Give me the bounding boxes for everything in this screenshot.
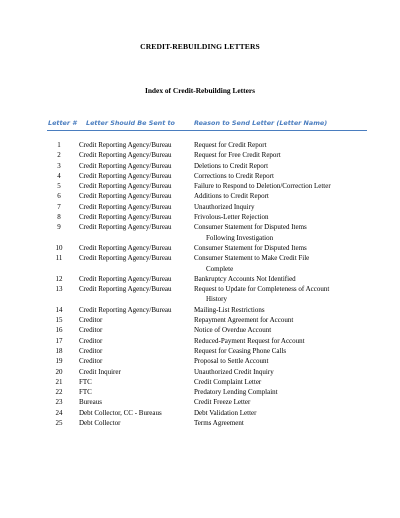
table-row bbox=[0, 181, 400, 191]
letter-number: 12 bbox=[55, 274, 63, 283]
letter-reason: Debt Validation Letter bbox=[194, 408, 257, 417]
letter-number: 11 bbox=[55, 254, 63, 263]
table-row bbox=[0, 274, 400, 284]
letter-number: 18 bbox=[55, 346, 63, 355]
letter-reason: Corrections to Credit Report bbox=[194, 171, 274, 180]
letter-number: 3 bbox=[57, 161, 61, 170]
letter-recipient: Credit Reporting Agency/Bureau bbox=[79, 254, 172, 263]
letter-number: 4 bbox=[57, 171, 61, 180]
letter-recipient: Credit Reporting Agency/Bureau bbox=[79, 213, 172, 222]
letter-recipient: Bureaus bbox=[79, 398, 102, 407]
letter-reason: Unauthorized Credit Inquiry bbox=[194, 367, 274, 376]
letter-recipient: Creditor bbox=[79, 316, 103, 325]
letter-reason: Frivolous-Letter Rejection bbox=[194, 213, 269, 222]
letter-reason: Predatory Lending Complaint bbox=[194, 388, 278, 397]
letter-recipient: Credit Reporting Agency/Bureau bbox=[79, 182, 172, 191]
letter-number: 6 bbox=[57, 192, 61, 201]
letter-number: 25 bbox=[55, 419, 63, 428]
letter-reason-continuation: History bbox=[206, 295, 227, 304]
letter-recipient: Credit Inquirer bbox=[79, 367, 121, 376]
letter-recipient: Debt Collector, CC - Bureaus bbox=[79, 408, 162, 417]
letter-recipient: Creditor bbox=[79, 326, 103, 335]
letter-number: 17 bbox=[55, 336, 63, 345]
letter-number: 23 bbox=[55, 398, 63, 407]
letter-reason: Notice of Overdue Account bbox=[194, 326, 272, 335]
table-row bbox=[0, 305, 400, 315]
letter-recipient: Credit Reporting Agency/Bureau bbox=[79, 171, 172, 180]
letter-number: 5 bbox=[57, 182, 61, 191]
letter-reason: Credit Freeze Letter bbox=[194, 398, 251, 407]
letter-recipient: Creditor bbox=[79, 357, 103, 366]
letter-reason-continuation: Following Investigation bbox=[206, 233, 274, 242]
letter-number: 24 bbox=[55, 408, 63, 417]
letter-recipient: Credit Reporting Agency/Bureau bbox=[79, 274, 172, 283]
letter-number: 16 bbox=[55, 326, 63, 335]
table-row bbox=[0, 397, 400, 407]
table-row bbox=[0, 325, 400, 335]
letter-recipient: Creditor bbox=[79, 336, 103, 345]
letter-recipient: Credit Reporting Agency/Bureau bbox=[79, 243, 172, 252]
letter-number: 7 bbox=[57, 202, 61, 211]
letter-reason: Mailing-List Restrictions bbox=[194, 305, 265, 314]
table-row bbox=[0, 253, 400, 274]
letter-reason: Failure to Respond to Deletion/Correction Letter bbox=[194, 182, 331, 191]
letter-reason: Terms Agreement bbox=[194, 419, 244, 428]
table-row bbox=[0, 212, 400, 222]
letter-number: 2 bbox=[57, 151, 61, 160]
table-row bbox=[0, 336, 400, 346]
index-subtitle: Index of Credit-Rebuilding Letters bbox=[144, 86, 256, 95]
letter-reason: Credit Complaint Letter bbox=[194, 377, 262, 386]
column-header-letter-number: Letter # bbox=[48, 119, 77, 127]
letter-number: 9 bbox=[57, 223, 61, 232]
letter-recipient: Credit Reporting Agency/Bureau bbox=[79, 223, 172, 232]
table-row bbox=[0, 377, 400, 387]
column-header-sent-to: Letter Should Be Sent to bbox=[86, 119, 175, 127]
letter-recipient: Creditor bbox=[79, 346, 103, 355]
table-row bbox=[0, 387, 400, 397]
letter-reason: Consumer Statement to Make Credit File bbox=[194, 254, 310, 263]
letter-number: 13 bbox=[55, 285, 63, 294]
letter-reason: Deletions to Credit Report bbox=[194, 161, 269, 170]
letter-recipient: FTC bbox=[79, 388, 92, 397]
letter-number: 22 bbox=[55, 388, 63, 397]
letter-reason: Unauthorized Inquiry bbox=[194, 202, 255, 211]
letter-number: 20 bbox=[55, 367, 63, 376]
table-row bbox=[0, 161, 400, 171]
table-row bbox=[0, 346, 400, 356]
table-row bbox=[0, 243, 400, 253]
table-row bbox=[0, 202, 400, 212]
letter-number: 8 bbox=[57, 213, 61, 222]
table-row bbox=[0, 140, 400, 150]
column-header-reason: Reason to Send Letter (Letter Name) bbox=[194, 119, 328, 127]
letter-reason: Request for Free Credit Report bbox=[194, 151, 281, 160]
letter-number: 10 bbox=[55, 243, 63, 252]
letter-reason: Consumer Statement for Disputed Items bbox=[194, 243, 307, 252]
table-row bbox=[0, 408, 400, 418]
letter-recipient: Credit Reporting Agency/Bureau bbox=[79, 285, 172, 294]
letter-recipient: Credit Reporting Agency/Bureau bbox=[79, 161, 172, 170]
table-header bbox=[0, 119, 400, 129]
letter-recipient: Credit Reporting Agency/Bureau bbox=[79, 202, 172, 211]
letter-recipient: FTC bbox=[79, 377, 92, 386]
table-row bbox=[0, 418, 400, 428]
letter-recipient: Debt Collector bbox=[79, 419, 121, 428]
header-underline bbox=[47, 130, 367, 131]
letter-reason: Additions to Credit Report bbox=[194, 192, 269, 201]
letter-reason: Consumer Statement for Disputed Items bbox=[194, 223, 307, 232]
letter-recipient: Credit Reporting Agency/Bureau bbox=[79, 192, 172, 201]
letter-number: 15 bbox=[55, 316, 63, 325]
letter-reason: Repayment Agreement for Account bbox=[194, 316, 294, 325]
letter-recipient: Credit Reporting Agency/Bureau bbox=[79, 141, 172, 149]
table-row bbox=[0, 367, 400, 377]
letter-reason: Request for Credit Report bbox=[194, 141, 267, 149]
letter-recipient: Credit Reporting Agency/Bureau bbox=[79, 305, 172, 314]
letter-reason-continuation: Complete bbox=[206, 264, 234, 273]
letters-table bbox=[0, 140, 400, 428]
letter-number: 1 bbox=[57, 141, 61, 149]
letter-reason: Request for Ceasing Phone Calls bbox=[194, 346, 287, 355]
table-row bbox=[0, 356, 400, 366]
document-title: CREDIT-REBUILDING LETTERS bbox=[140, 42, 260, 51]
letter-reason: Bankruptcy Accounts Not Identified bbox=[194, 274, 296, 283]
letter-number: 14 bbox=[55, 305, 63, 314]
table-row bbox=[0, 191, 400, 201]
table-row bbox=[0, 222, 400, 243]
letter-reason: Proposal to Settle Account bbox=[194, 357, 269, 366]
letter-number: 21 bbox=[55, 377, 63, 386]
letter-number: 19 bbox=[55, 357, 63, 366]
letter-reason: Reduced-Payment Request for Account bbox=[194, 336, 305, 345]
table-row bbox=[0, 315, 400, 325]
table-row bbox=[0, 284, 400, 305]
table-row bbox=[0, 150, 400, 160]
table-row bbox=[0, 171, 400, 181]
letter-reason: Request to Update for Completeness of Account bbox=[194, 285, 330, 294]
letter-recipient: Credit Reporting Agency/Bureau bbox=[79, 151, 172, 160]
